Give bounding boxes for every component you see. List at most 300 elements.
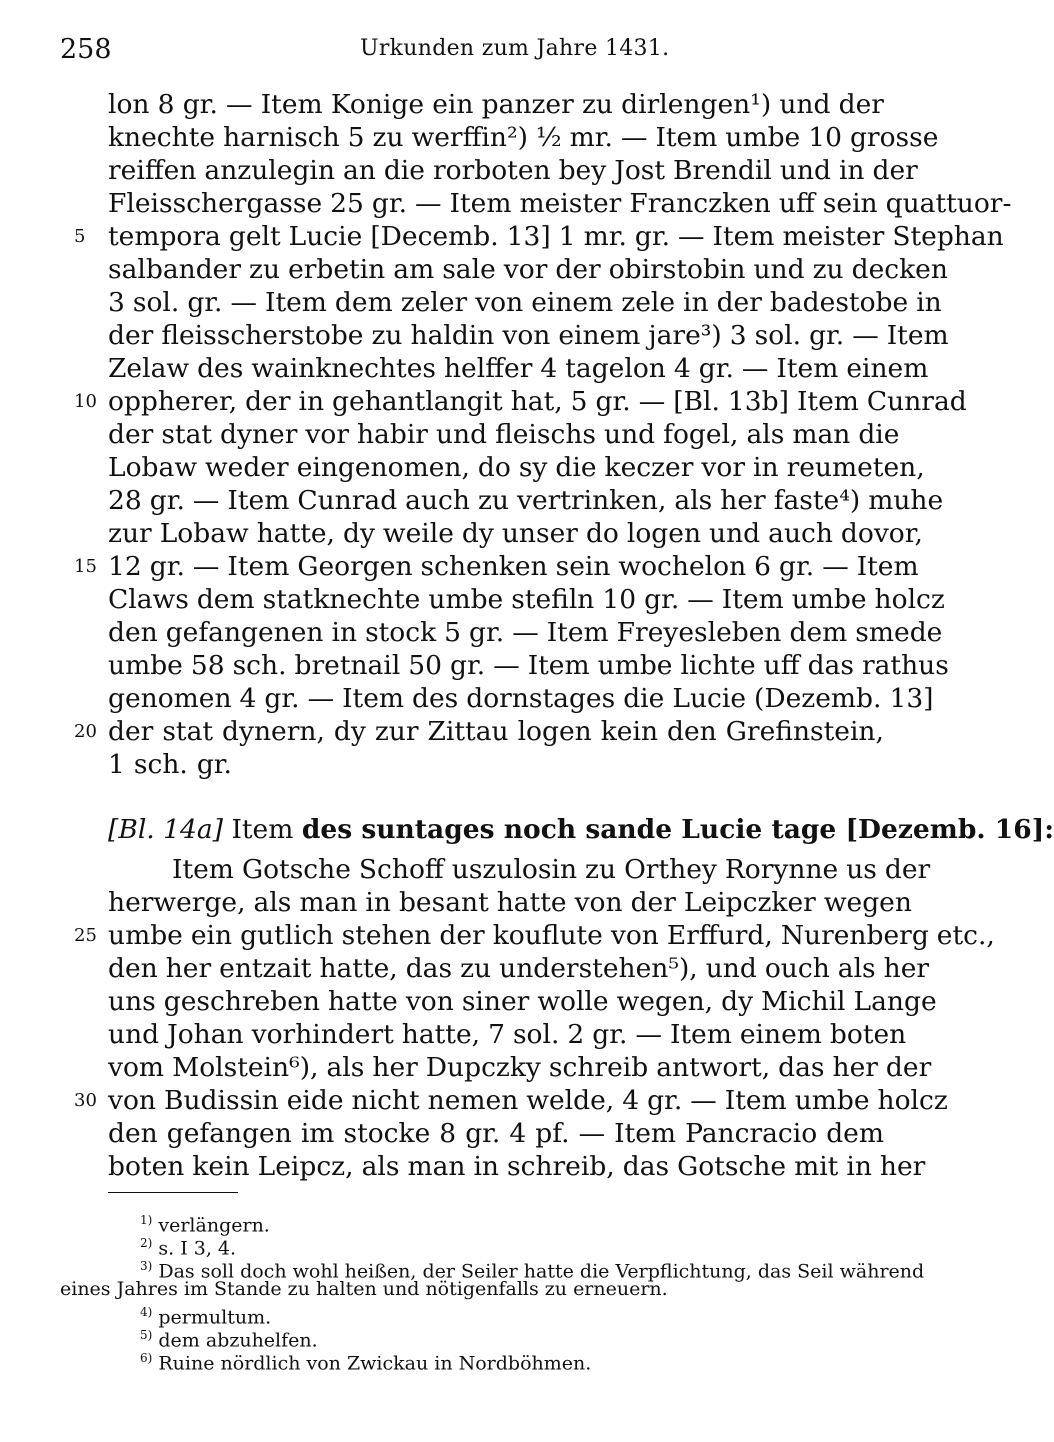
line-number: 25: [74, 925, 97, 946]
word: dem: [789, 617, 848, 648]
word: von: [475, 287, 524, 318]
word: sale: [442, 254, 496, 285]
body-line: [108, 121, 939, 154]
word: vertrinken,: [516, 485, 667, 516]
word: den: [108, 1118, 158, 1149]
word: eingenomen,: [296, 452, 470, 483]
word: do: [585, 518, 619, 549]
word: obirstobin: [608, 254, 746, 285]
word: —: [678, 221, 705, 252]
word: vorhindert: [251, 1019, 394, 1050]
word: boten: [108, 1151, 185, 1182]
word: Item: [527, 650, 590, 681]
word: stat: [162, 716, 214, 747]
word: Item: [856, 551, 919, 582]
word: gr.: [698, 353, 734, 384]
body-line: [108, 616, 943, 649]
word: [Bl.: [673, 386, 720, 417]
word: der: [716, 287, 762, 318]
heading-date: des suntages noch sande Lucie tage [Dezemb. 16]:: [301, 814, 1054, 845]
body-line: [108, 517, 923, 550]
body-line: [108, 88, 884, 121]
word: Item: [669, 1019, 732, 1050]
word: ein: [432, 89, 474, 120]
word: 5: [347, 122, 365, 153]
word: schreib: [548, 1052, 649, 1083]
word: smede: [855, 617, 943, 648]
footnote-text: dem abzuhelfen.: [158, 1329, 318, 1352]
word: —: [415, 188, 442, 219]
word: und: [108, 1019, 160, 1050]
word: man: [407, 1151, 466, 1182]
word: 8: [157, 89, 175, 120]
word: man: [792, 419, 851, 450]
word: 1: [108, 749, 125, 780]
word: stocke: [343, 1118, 431, 1149]
word: Lucie: [672, 683, 747, 714]
word: und: [705, 953, 757, 984]
word: —: [822, 551, 849, 582]
word: Lucie: [288, 221, 363, 252]
word: —: [512, 617, 539, 648]
footnote-mark: 4): [140, 1305, 153, 1319]
word: quattuor-: [885, 188, 1012, 219]
word: am: [393, 254, 435, 285]
word: dem: [826, 1118, 884, 1149]
word: als: [253, 887, 292, 918]
word: kouflute: [492, 920, 603, 951]
word: sol.: [512, 1019, 560, 1050]
word: zu: [460, 953, 492, 984]
heading-item: Item: [231, 814, 294, 845]
word: 25: [330, 188, 364, 219]
word: gr.: [634, 221, 671, 252]
word: zur: [374, 716, 419, 747]
word: —: [307, 683, 335, 714]
body-line: [108, 418, 900, 451]
word: das: [405, 953, 453, 984]
word: meister: [519, 188, 622, 219]
word: besant: [398, 887, 489, 918]
word: und: [753, 254, 805, 285]
word: Gotsche: [241, 854, 351, 885]
word: Georgen: [297, 551, 413, 582]
word: Lobaw: [108, 452, 197, 483]
word: der: [245, 386, 291, 417]
word: Freyesleben: [616, 617, 782, 648]
word: 3: [729, 320, 747, 351]
word: 4: [509, 1118, 527, 1149]
word: eide: [286, 1085, 344, 1116]
word: us: [846, 854, 877, 885]
footnote-text: permultum.: [158, 1306, 272, 1329]
word: Grefinstein,: [725, 716, 884, 747]
folio-marker: [Bl. 14a]: [108, 814, 223, 845]
word: tempora: [108, 221, 221, 252]
line-number: 20: [74, 721, 97, 742]
word: 3: [108, 287, 125, 318]
word: gr.: [149, 485, 185, 516]
word: 5: [444, 617, 462, 648]
word: auch: [405, 485, 470, 516]
word: dirlengen¹): [621, 89, 772, 120]
word: zu: [581, 89, 613, 120]
word: logen: [626, 518, 702, 549]
body-line: [108, 583, 945, 616]
word: gr.: [196, 749, 232, 780]
running-title: Urkunden zum Jahre 1431.: [360, 36, 670, 61]
word: grosse: [849, 122, 939, 153]
word: kein: [192, 1151, 250, 1182]
word: 5: [570, 386, 588, 417]
word: gr.: [187, 287, 223, 318]
word: vor: [701, 452, 746, 483]
footnote-mark: 6): [140, 1351, 153, 1365]
body-line: [108, 649, 949, 682]
word: Item: [655, 122, 718, 153]
word: und: [779, 89, 831, 120]
word: Item: [342, 683, 405, 714]
footnote-text: s. I 3, 4.: [158, 1237, 237, 1260]
footnote-divider: [108, 1192, 238, 1193]
word: die: [623, 683, 665, 714]
word: weile: [382, 518, 454, 549]
word: weder: [205, 452, 289, 483]
footnote-mark: 1): [140, 1213, 153, 1227]
word: einem: [531, 287, 614, 318]
word: dy: [342, 518, 375, 549]
word: und: [709, 518, 761, 549]
word: Cunrad: [297, 485, 398, 516]
word: 4: [622, 1085, 640, 1116]
word: fogel,: [663, 419, 739, 450]
word: lichte: [680, 650, 756, 681]
word: der: [630, 887, 676, 918]
word: zu: [585, 854, 617, 885]
footnote-text: eines Jahres im Stande zu halten und nötigenfalls zu erneuern.: [60, 1278, 668, 1300]
word: geschreben: [163, 986, 320, 1017]
word: understehen⁵),: [499, 953, 698, 984]
word: her: [883, 953, 930, 984]
word: auch: [768, 518, 833, 549]
word: Jost: [614, 155, 666, 186]
word: Item: [614, 1118, 677, 1149]
word: gr.: [149, 551, 185, 582]
word: Item: [776, 353, 839, 384]
word: sy: [518, 452, 548, 483]
word: wochelon: [618, 551, 747, 582]
word: gefangen: [166, 1118, 292, 1149]
line-number: 10: [74, 391, 97, 412]
body-line: [108, 154, 918, 187]
word: Gotsche: [677, 1151, 787, 1182]
word: den: [108, 617, 158, 648]
word: Zittau: [427, 716, 509, 747]
word: 13]: [506, 221, 551, 252]
footnote-mark: 3): [140, 1259, 153, 1273]
word: faste⁴): [773, 485, 861, 516]
footnote: [140, 1300, 272, 1329]
word: mit: [794, 1151, 839, 1182]
word: fleischs: [495, 419, 597, 450]
word: Leipczker: [683, 887, 816, 918]
footnote-text: verlängern.: [158, 1214, 270, 1237]
word: Pancracio: [685, 1118, 818, 1149]
word: Item: [721, 584, 784, 615]
word: des: [197, 353, 244, 384]
word: 50: [408, 650, 443, 681]
word: Budissin: [164, 1085, 279, 1116]
body-line: [108, 319, 949, 352]
word: uszulosin: [451, 854, 578, 885]
footnote: [140, 1254, 925, 1283]
word: dy: [461, 518, 494, 549]
word: umbe: [791, 584, 867, 615]
word: wegen: [823, 887, 912, 918]
word: Item: [260, 89, 323, 120]
word: das: [807, 650, 854, 681]
word: Item: [712, 221, 775, 252]
body-line: [108, 451, 925, 484]
word: unser: [501, 518, 578, 549]
word: her: [832, 1052, 878, 1083]
word: 10: [602, 584, 637, 615]
word: gehantlangit: [332, 386, 503, 417]
section-line: [172, 853, 931, 886]
word: der: [555, 254, 601, 285]
word: dem: [334, 287, 393, 318]
word: in: [838, 155, 865, 186]
line-number: 5: [74, 226, 86, 247]
word: nemen: [427, 1085, 519, 1116]
word: mr.: [583, 221, 627, 252]
body-line: [108, 187, 1012, 220]
word: 28: [108, 485, 142, 516]
word: wegen,: [616, 986, 714, 1017]
word: in: [846, 1151, 872, 1182]
word: umbe: [725, 122, 801, 153]
word: Claws: [108, 584, 189, 615]
word: Item: [449, 188, 512, 219]
word: 4: [239, 683, 257, 714]
word: 4: [540, 353, 558, 384]
word: Dupczky: [425, 1052, 541, 1083]
word: in: [753, 452, 779, 483]
word: hatte,: [401, 1019, 481, 1050]
word: entzait: [219, 953, 312, 984]
word: salbander: [108, 254, 242, 285]
word: her: [879, 1151, 926, 1182]
word: Nurenberg: [780, 920, 929, 951]
word: rorboten: [432, 155, 551, 186]
word: sol.: [132, 287, 180, 318]
word: und: [435, 419, 488, 450]
word: 6: [754, 551, 772, 582]
word: umbe: [597, 650, 673, 681]
word: dyner: [220, 419, 298, 450]
word: her: [720, 485, 766, 516]
section-line: [108, 1150, 926, 1183]
word: kein: [600, 716, 659, 747]
word: 7: [488, 1019, 505, 1050]
word: logen: [517, 716, 592, 747]
word: Cunrad: [866, 386, 967, 417]
word: hatte,: [256, 518, 335, 549]
word: von: [502, 320, 551, 351]
word: 2: [567, 1019, 585, 1050]
footnote-text: Das soll doch wohl heißen, der Seiler hatte die Verpflichtung, das Seil während: [158, 1260, 925, 1283]
word: panzer: [481, 89, 574, 120]
word: fleisscherstobe: [161, 320, 364, 351]
word: hatte: [327, 986, 398, 1017]
word: lon: [108, 89, 150, 120]
word: zele: [621, 287, 676, 318]
word: Item: [546, 617, 609, 648]
word: gutlich: [240, 920, 334, 951]
word: umbe: [794, 1085, 870, 1116]
body-line: [108, 550, 919, 583]
section-line: [108, 1051, 932, 1084]
word: sch.: [133, 749, 188, 780]
word: Molstein⁶),: [172, 1052, 319, 1083]
word: zu: [477, 485, 509, 516]
word: knechte: [108, 122, 216, 153]
word: jare³): [648, 320, 722, 351]
word: als: [674, 485, 713, 516]
section-line: [108, 1117, 884, 1150]
word: Item: [172, 854, 234, 885]
word: in: [298, 386, 325, 417]
section-line: [108, 886, 912, 919]
word: gr.: [450, 650, 486, 681]
word: Item: [796, 386, 859, 417]
word: der: [108, 419, 154, 450]
word: uff: [763, 650, 800, 681]
word: mr.: [569, 122, 613, 153]
word: zur: [108, 518, 152, 549]
word: als: [361, 1151, 400, 1182]
section-line: [108, 985, 937, 1018]
word: her: [372, 1052, 418, 1083]
word: Item: [724, 1085, 787, 1116]
word: einem: [846, 353, 929, 384]
section-line: [108, 952, 930, 985]
word: —: [192, 485, 220, 516]
word: gr.: [647, 1085, 683, 1116]
word: von: [405, 986, 454, 1017]
body-line: [108, 352, 929, 385]
word: decken: [851, 254, 948, 285]
word: boten: [829, 1019, 907, 1050]
word: keczer: [604, 452, 694, 483]
word: welde,: [526, 1085, 615, 1116]
word: 10: [808, 122, 842, 153]
word: im: [300, 1118, 335, 1149]
word: stock: [365, 617, 437, 648]
word: werffin²): [411, 122, 528, 153]
word: der: [884, 854, 931, 885]
word: Rorynne: [724, 854, 839, 885]
word: gr.: [809, 320, 845, 351]
word: anzulegin: [204, 155, 335, 186]
word: Michil: [761, 986, 846, 1017]
word: —: [635, 1019, 662, 1050]
word: herwerge,: [108, 887, 246, 918]
word: do: [477, 452, 511, 483]
section-line: [108, 1018, 907, 1051]
word: ½: [535, 122, 562, 153]
word: —: [493, 650, 520, 681]
word: Stephan: [892, 221, 1004, 252]
footnote-continuation: [60, 1277, 668, 1301]
line-number: 30: [74, 1090, 97, 1111]
word: 4: [673, 353, 691, 384]
word: —: [638, 386, 666, 417]
word: holcz: [877, 1085, 948, 1116]
word: hatte,: [319, 953, 398, 984]
word: als: [326, 1052, 365, 1083]
word: zu: [372, 122, 404, 153]
word: Lange: [853, 986, 937, 1017]
word: siner: [461, 986, 530, 1017]
word: Brendil: [673, 155, 772, 186]
word: von: [108, 1085, 156, 1116]
word: der: [838, 89, 884, 120]
body-line: [108, 286, 942, 319]
word: Orthey: [624, 854, 717, 885]
word: zu: [249, 254, 281, 285]
word: dem: [196, 584, 255, 615]
word: bretnail: [294, 650, 401, 681]
word: Franczken: [629, 188, 771, 219]
word: badestobe: [769, 287, 909, 318]
word: —: [578, 1118, 606, 1149]
word: gr.: [465, 1118, 501, 1149]
word: reiffen: [108, 155, 197, 186]
word: dynern,: [222, 716, 325, 747]
word: der: [108, 716, 154, 747]
word: gelt: [228, 221, 281, 252]
word: stat: [161, 419, 213, 450]
word: dy: [721, 986, 754, 1017]
word: statknechte: [262, 584, 421, 615]
word: meister: [782, 221, 885, 252]
word: —: [741, 353, 769, 384]
word: erbetin: [288, 254, 386, 285]
word: den: [108, 953, 158, 984]
word: muhe: [868, 485, 944, 516]
word: von: [574, 887, 623, 918]
footnote: [140, 1231, 237, 1260]
word: einem: [558, 320, 641, 351]
word: der: [885, 1052, 932, 1083]
word: an: [342, 155, 376, 186]
word: rathus: [861, 650, 949, 681]
word: vor: [503, 254, 548, 285]
word: (Dezemb.: [754, 683, 882, 714]
word: Schoff: [358, 854, 444, 885]
word: Lobaw: [159, 518, 249, 549]
word: haldin: [410, 320, 495, 351]
word: des: [412, 683, 459, 714]
footnote: [140, 1208, 270, 1237]
word: stehen: [341, 920, 432, 951]
word: —: [230, 287, 257, 318]
word: gr.: [264, 683, 300, 714]
word: als: [837, 953, 876, 984]
body-line: [108, 220, 1004, 253]
word: sch.: [232, 650, 287, 681]
